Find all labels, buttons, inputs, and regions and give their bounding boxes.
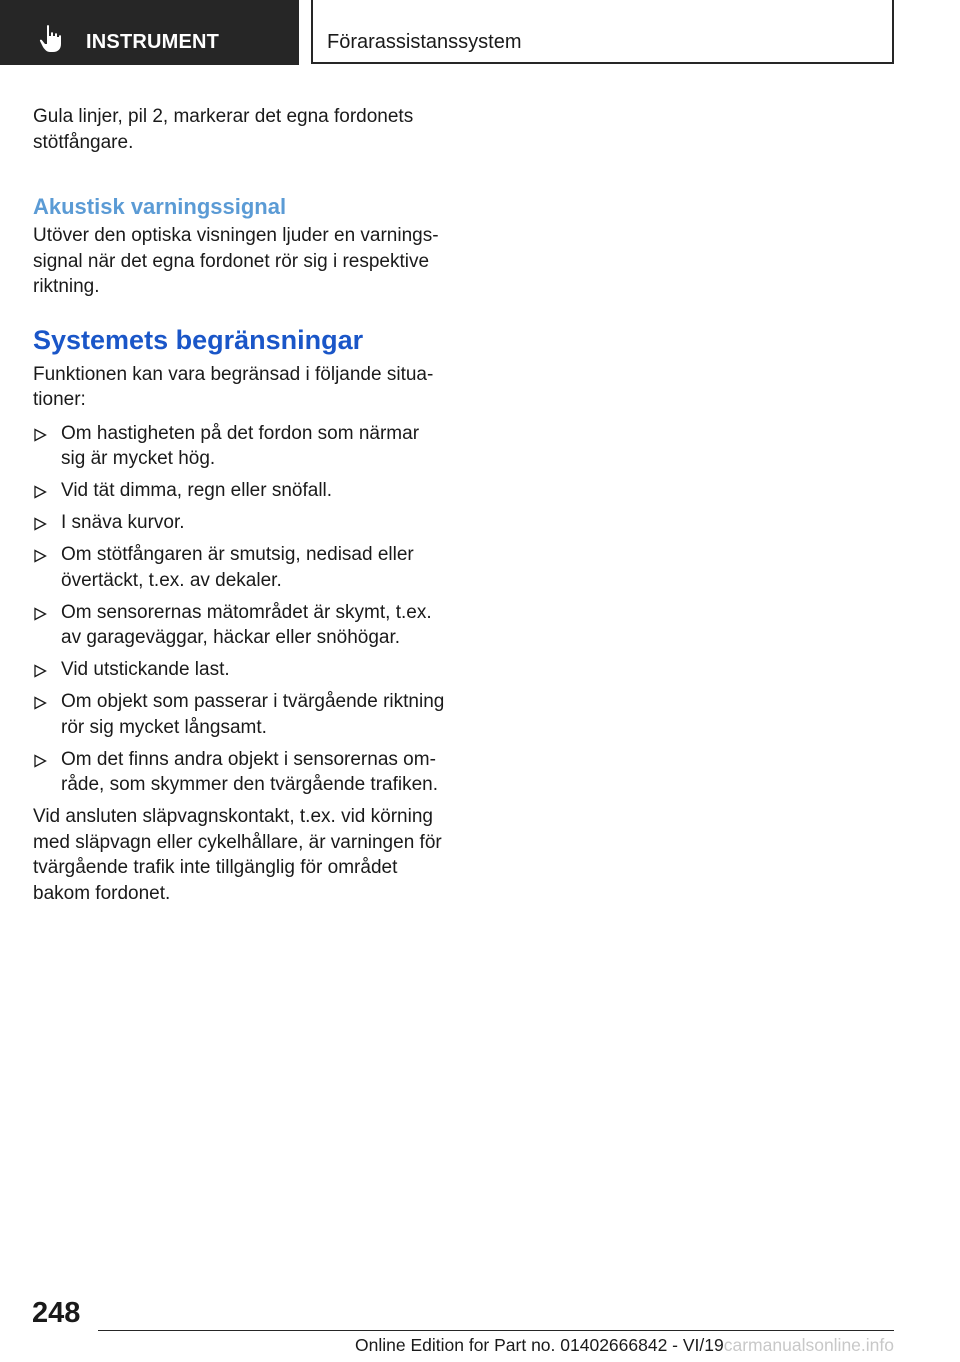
triangle-bullet-icon [33,549,47,563]
page-content [33,104,447,906]
list-item-text: I snäva kurvor. [61,512,185,533]
header-chapter-box [311,0,894,64]
list-item-text: Om sensorernas mätområdet är skymt, t.ex. av garageväggar, häckar eller snöhögar. [61,601,432,648]
list-item [33,510,447,536]
hand-pointer-icon [38,24,66,54]
page-number: 248 [32,1297,81,1329]
triangle-bullet-icon [33,696,47,710]
closing-paragraph: Vid ansluten släpvagnskontakt, t.ex. vid körning med släpvagn eller cykelhållare, är varningen för tvärgående trafik inte tillgänglig för området bakom fordonet. [33,806,442,904]
triangle-bullet-icon [33,428,47,442]
triangle-bullet-icon [33,754,47,768]
intro-paragraph: Gula linjer, pil 2, markerar det egna fordonets stötfångare. [33,106,414,153]
list-item-text: Om objekt som passerar i tvärgående riktning rör sig mycket långsamt. [61,691,445,738]
footer-watermark: carmanualsonline.info [723,1335,894,1355]
list-item-text: Om hastigheten på det fordon som närmar sig är mycket hög. [61,422,420,469]
header-chapter-title: Förarassistanssystem [327,31,522,53]
footer-edition [0,1332,894,1358]
footer-divider [98,1330,894,1331]
list-item [33,657,447,683]
list-item-text: Om stötfångaren är smutsig, nedisad eller övertäckt, t.ex. av dekaler. [61,544,414,591]
list-item-text: Vid utstickande last. [61,659,230,680]
triangle-bullet-icon [33,664,47,678]
list-item [33,542,447,593]
triangle-bullet-icon [33,485,47,499]
subheading-paragraph: Utöver den optiska visningen ljuder en varnings‐signal när det egna fordonet rör sig i respektive riktning. [33,225,439,297]
section-heading: Systemets begränsningar [33,324,364,355]
header-section-tab [0,0,299,65]
triangle-bullet-icon [33,517,47,531]
subheading: Akustisk varningssignal [33,194,287,219]
list-item [33,600,447,651]
list-item-text: Om det finns andra objekt i sensorernas om‐råde, som skymmer den tvärgående trafiken. [61,748,439,795]
list-item [33,421,447,472]
list-item-text: Vid tät dimma, regn eller snöfall. [61,480,333,501]
section-paragraph: Funktionen kan vara begränsad i följande situa‐tioner: [33,363,434,410]
list-item [33,478,447,504]
triangle-bullet-icon [33,607,47,621]
list-item [33,747,447,798]
header-section-title: INSTRUMENT [86,31,220,53]
list-item [33,689,447,740]
limitations-list [33,421,447,798]
footer-edition-text: Online Edition for Part no. 01402666842 - VI/19 [355,1335,724,1355]
